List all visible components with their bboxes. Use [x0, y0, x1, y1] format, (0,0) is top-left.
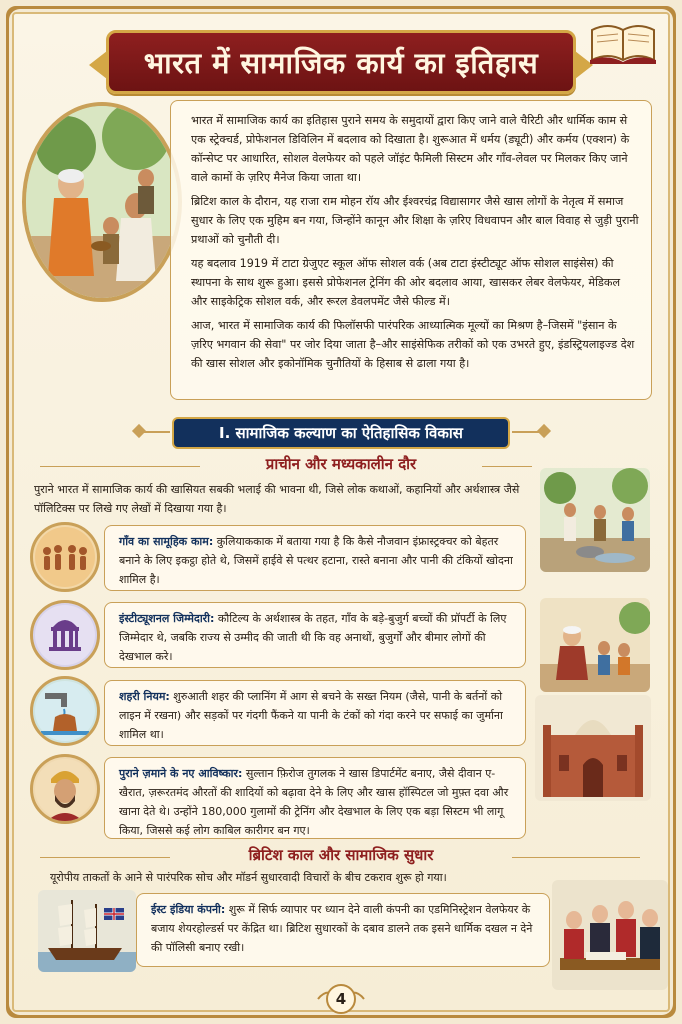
section-heading-text: I. सामाजिक कल्याण का ऐतिहासिक विकास — [219, 424, 463, 442]
item-text: सुल्तान फ़िरोज तुगलक ने खास डिपार्टमेंट बनाए, जैसे दीवान ए-खैरात, ज़रूरतमंद औरतों की शादियों को बढ़ावा देने के लिए और खास हॉस्पिटल जो मुफ़्त दवा और खाना देते थे। उन्होंने 180,000 गुलामों की ट्रेनिंग और देखभाल के लिए एक बड़ा सिस्टम भी लागू किया, जिससे कई लोग काबिल कारीगर बन गए। — [119, 767, 509, 837]
intro-paragraph: भारत में सामाजिक कार्य का इतिहास पुराने समय के समुदायों द्वारा किए जाने वाले चैरिटी और धार्मिक काम से एक स्ट्रेक्चर्ड, प्रोफेशनल डिविलिन में बदलाव को दिखाता है। शुरूआत में धर्मय (ड्यूटी) और कर्मय (एक्शन) के कॉन्सेप्ट पर आधारित, सोशल वेलफेयर को पहले जॉइंट फैमिली सिस्टम और गाँव-लेवल पर मिलकर किए जाने वाले कामों के ज़रिए मैनेज किया जाता था। — [191, 114, 630, 184]
historic-building-illustration — [535, 695, 651, 801]
sultan-portrait-icon — [30, 754, 100, 824]
item-text: कौटिल्य के अर्थशास्त्र के तहत, गाँव के बड़े-बुजुर्ग बच्चों की प्रॉपर्टी के लिए जिम्मेदार थे, जबकि राज्य से उम्मीद की जाती थी कि वह अनाथों, बुजुर्गों और बीमार लोगों की देखभाल करे। — [119, 612, 507, 663]
elders-children-illustration — [540, 598, 650, 692]
page-number: 4 — [326, 984, 356, 1014]
water-tap-icon — [30, 676, 100, 746]
divider — [512, 857, 640, 858]
item-text: शुरू में सिर्फ व्यापार पर ध्यान देने वाली कंपनी का एडमिनिस्ट्रेशन वेलफेयर के बजाय शेयरहोल्डर्स पर केंद्रित था। ब्रिटिश सुधारकों के दबाव डालने तक इसने धार्मिक दखल न देने की पॉलिसी बनाए रखी। — [151, 903, 533, 954]
divider — [40, 857, 170, 858]
title-banner — [106, 30, 576, 94]
subheading-ancient: प्राचीन और मध्यकालीन दौर — [265, 455, 417, 473]
divider — [40, 466, 200, 467]
intro-paragraph: आज, भारत में सामाजिक कार्य की फिलॉसफी पारंपरिक आध्यात्मिक मूल्यों का मिश्रण है–जिसमें "इंसान के ज़रिए भगवान की सेवा" पर जोर दिया जाता है–और साइंसेफिक तरीकों को एक उभरते हुए, इंडस्ट्रियलाइज्ड देश की खास सोशल और इकोनॉमिक चुनौतियों के हिसाब से ढाला गया है। — [191, 319, 635, 370]
section-heading — [172, 417, 510, 449]
item-label: पुराने ज़माने के नए आविष्कार: — [119, 767, 243, 780]
british-officials-illustration — [552, 880, 668, 990]
intro-paragraph: ब्रिटिश काल के दौरान, यह राजा राम मोहन रॉय और ईश्वरचंद्र विद्यासागर जैसे खास लोगों के नेतृत्व में समाज सुधार के लिए एक मुहिम बन गया, जिन्होंने कानून और शिक्षा के ज़रिए विधवापन और बाल विवाह से जुड़ी पुरानी प्रथाओं को चुनौती दी। — [191, 195, 639, 246]
divider — [482, 466, 532, 467]
ship-icon — [38, 890, 136, 972]
item-label: शहरी नियम: — [119, 690, 170, 703]
item-old-era-innovations — [104, 757, 526, 839]
item-village-collective — [104, 525, 526, 591]
item-east-india-company — [136, 893, 550, 967]
item-text: कुलियाककाक में बताया गया है कि कैसे नौजवान इंफ्रास्ट्रक्चर को बेहतर बनाने के लिए इकट्ठा होते थे, जिसमें हाईवे से पत्थर हटाना, रास्ते बनाना और पानी की टंकियों खोदना शामिल है। — [119, 535, 513, 586]
item-label: ईस्ट इंडिया कंपनी: — [151, 903, 226, 916]
item-text: शुरुआती शहर की प्लानिंग में आग से बचने के सख्त नियम (जैसे, पानी के बर्तनों को लाइन में रखना) और सड़कों पर गंदगी फैंकने या पानी के टंकों को गंदा करने पर सफाई का जुर्माना शामिल था। — [119, 690, 503, 741]
village-work-illustration — [540, 468, 650, 572]
item-label: गाँव का सामूहिक काम: — [119, 535, 214, 548]
temple-icon — [30, 600, 100, 670]
subheading-british: ब्रिटिश काल और सामाजिक सुधार — [248, 846, 434, 864]
intro-paragraph: यह बदलाव 1919 में टाटा ग्रेजुएट स्कूल ऑफ सोशल वर्क (अब टाटा इंस्टीट्यूट ऑफ सोशल साइंसेस) की स्थापना के साथ शुरू हुआ। इससे प्रोफेशनल ट्रेनिंग की ओर बदलाव आया, खासकर लेबर वेलफेयर, मेडिकल और साइकेट्रिक सोशल वर्क, और रूरल डेवलपमेंट जैसे फील्ड में। — [191, 257, 621, 308]
intro-text-box — [170, 100, 652, 400]
corner-ornament — [6, 6, 66, 66]
item-label: इंस्टीट्यूशनल जिम्मेदारी: — [119, 612, 215, 625]
item-institutional-responsibility — [104, 602, 526, 668]
british-intro-text: यूरोपीय ताकतों के आने से पारंपरिक सोच और मॉडर्न सुधारवादी विचारों के बीच टकराव शुरू हो गया। — [50, 871, 447, 884]
intro-illustration — [22, 102, 182, 302]
book-icon — [588, 16, 658, 66]
page-title: भारत में सामाजिक कार्य का इतिहास — [143, 45, 539, 80]
ancient-intro-text: पुराने भारत में सामाजिक कार्य की खासियत सबकी भलाई की भावना थी, जिसे लोक कथाओं, कहानियों और अर्थशास्त्र जैसे पॉलिटिक्स पर लिखे गए लेखों में दिखाया गया है। — [34, 483, 520, 515]
item-urban-rules — [104, 680, 526, 746]
community-people-icon — [30, 522, 100, 592]
